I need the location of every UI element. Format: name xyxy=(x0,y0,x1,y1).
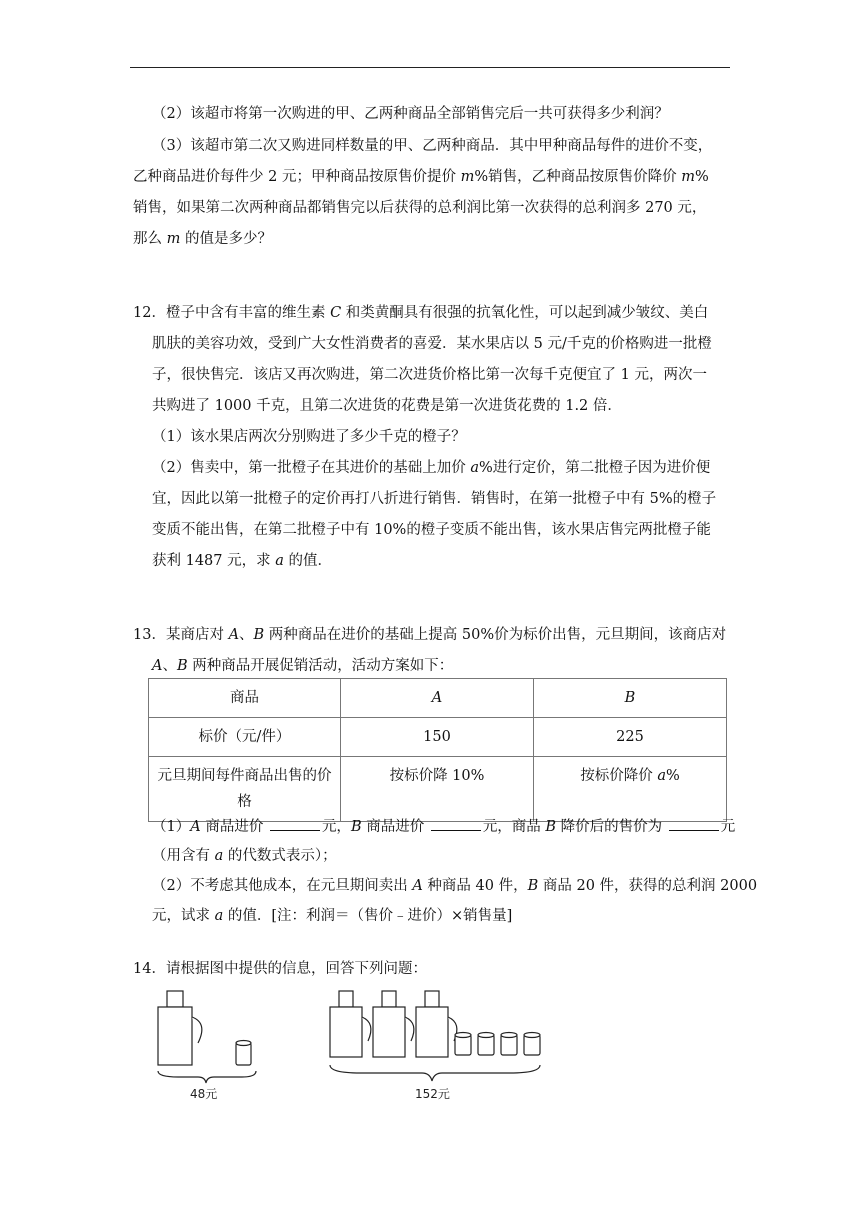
q11-part3-line4: 那么 m 的值是多少？ xyxy=(133,231,272,247)
cup-icon xyxy=(501,1033,517,1056)
q12-line6: 宜，因此以第一批橙子的定价再打八折进行销售．销售时，在第一批橙子中有 5%的橙子 xyxy=(152,491,717,507)
header-cell-b: B xyxy=(534,679,727,718)
q11-part3-line2: 乙种商品进价每件少 2 元；甲种商品按原售价提价 m%销售，乙种商品按原售价降价 m% xyxy=(133,169,709,185)
q12-sub1: （1）该水果店两次分别购进了多少千克的橙子？ xyxy=(152,429,466,445)
cell-a-list-price: 150 xyxy=(341,718,534,757)
kettle-icon xyxy=(373,991,414,1057)
cell-sale-price-label: 元旦期间每件商品出售的价 格 xyxy=(149,757,341,822)
kettle-cup-figure xyxy=(150,985,550,1105)
q13-line1: 13．某商店对 A、B 两种商品在进价的基础上提高 50%价为标价出售，元旦期间，该商店对 xyxy=(133,627,727,643)
q13-sub2: （2）不考虑其他成本，在元旦期间卖出 A 种商品 40 件，B 商品 20 件，获得的总利润 2000 xyxy=(152,878,758,894)
cup-icon xyxy=(524,1033,540,1056)
promotion-table xyxy=(148,678,727,822)
q11-part3-line3: 销售，如果第二次两种商品都销售完以后获得的总利润比第一次获得的总利润多 270 元， xyxy=(133,200,707,216)
q14-line1: 14．请根据图中提供的信息，回答下列问题： xyxy=(133,961,427,977)
cup-icon xyxy=(455,1033,471,1056)
q13-sub2-line2: 元，试求 a 的值．[注：利润＝（售价﹣进价）×销售量] xyxy=(152,908,513,924)
q12-line1: 12．橙子中含有丰富的维生素 C 和类黄酮具有很强的抗氧化性，可以起到减少皱纹、美白 xyxy=(133,305,709,321)
header-cell-a: A xyxy=(341,679,534,718)
q12-sub2: （2）售卖中，第一批橙子在其进价的基础上加价 a%进行定价，第二批橙子因为进价便 xyxy=(152,460,711,476)
answer-blank[interactable] xyxy=(431,816,481,831)
header-rule xyxy=(130,67,730,68)
q13-sub1-line2: （用含有 a 的代数式表示）； xyxy=(152,848,337,864)
kettle-icon xyxy=(330,991,371,1057)
price-label-right: 152元 xyxy=(415,1087,450,1101)
q12-line7: 变质不能出售，在第二批橙子中有 10%的橙子变质不能出售，该水果店售完两批橙子能 xyxy=(152,522,711,538)
price-label-left: 48元 xyxy=(190,1087,218,1101)
q11-part2: （2）该超市将第一次购进的甲、乙两种商品全部销售完后一共可获得多少利润？ xyxy=(152,106,669,122)
q13-sub1: （1）A 商品进价 元，B 商品进价 元，商品 B 降价后的售价为 元 xyxy=(152,816,735,837)
cell-a-sale-rule: 按标价降 10% xyxy=(341,757,534,822)
q12-line3: 子，很快售完．该店又再次购进，第二次进货价格比第一次每千克便宜了 1 元，两次一 xyxy=(152,367,707,383)
table-row xyxy=(149,718,727,757)
q12-line2: 肌肤的美容功效，受到广大女性消费者的喜爱．某水果店以 5 元/千克的价格购进一批橙 xyxy=(152,336,712,352)
header-cell-goods: 商品 xyxy=(149,679,341,718)
kettle-icon xyxy=(158,991,202,1065)
q11-part3-line1: （3）该超市第二次又购进同样数量的甲、乙两种商品．其中甲种商品每件的进价不变， xyxy=(152,138,713,154)
cup-icon xyxy=(478,1033,494,1056)
brace-right xyxy=(330,1065,540,1081)
answer-blank[interactable] xyxy=(669,816,719,831)
answer-blank[interactable] xyxy=(270,816,320,831)
cell-list-price-label: 标价（元/件） xyxy=(149,718,341,757)
cup-icon xyxy=(236,1041,251,1066)
cell-b-list-price: 225 xyxy=(534,718,727,757)
q13-line2: A、B 两种商品开展促销活动，活动方案如下： xyxy=(152,658,454,674)
table-row xyxy=(149,757,727,822)
q12-line4: 共购进了 1000 千克，且第二次进货的花费是第一次进货花费的 1.2 倍． xyxy=(152,398,622,414)
brace-left xyxy=(158,1071,256,1083)
q12-line8: 获利 1487 元，求 a 的值． xyxy=(152,553,332,569)
cell-b-sale-rule: 按标价降价 a% xyxy=(534,757,727,822)
kettle-icon xyxy=(416,991,457,1057)
table-row xyxy=(149,679,727,718)
